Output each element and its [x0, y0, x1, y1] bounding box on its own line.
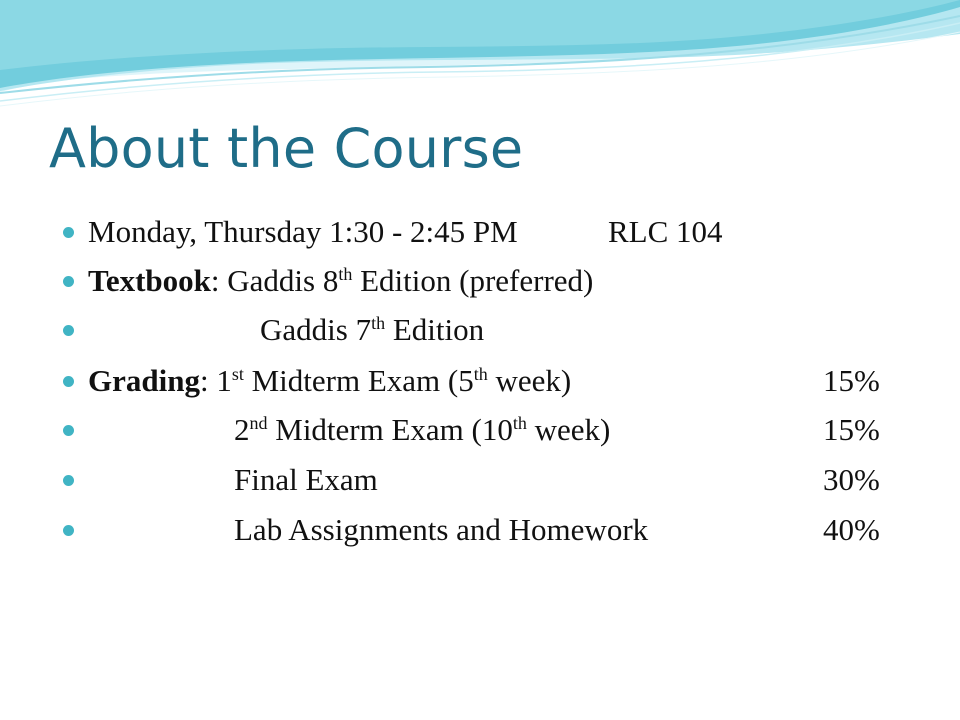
textbook-secondary-prefix: Gaddis 7	[260, 312, 372, 347]
bullet-icon	[63, 425, 74, 436]
page-title: About the Course	[49, 117, 524, 180]
second-midterm-week-superscript: th	[512, 413, 527, 433]
bullet-icon	[63, 525, 74, 536]
textbook-colon: :	[210, 263, 220, 298]
list-item-schedule	[63, 214, 923, 250]
lab-homework-label: Lab Assignments and Homework	[234, 512, 649, 547]
first-midterm-middle: Midterm Exam (5	[243, 363, 474, 398]
list-item-lab-homework	[63, 512, 923, 548]
list-item-textbook-primary	[63, 263, 923, 299]
first-midterm-percent: 15%	[823, 363, 880, 398]
textbook-secondary-superscript: th	[371, 313, 386, 333]
second-midterm-percent: 15%	[823, 412, 880, 447]
first-midterm-superscript: st	[231, 364, 244, 384]
textbook-secondary-suffix: Edition	[385, 312, 485, 347]
list-item-textbook-secondary	[63, 312, 923, 348]
list-item-grading-second-midterm	[63, 412, 923, 448]
first-midterm-number: 1	[216, 363, 232, 398]
grading-second-midterm-text	[234, 412, 610, 448]
second-midterm-middle: Midterm Exam (10	[267, 412, 513, 447]
grading-colon: :	[199, 363, 209, 398]
bullet-icon	[63, 276, 74, 287]
list-item-final-exam	[63, 462, 923, 498]
second-midterm-suffix: week)	[526, 412, 611, 447]
grading-label: Grading	[88, 363, 200, 398]
final-exam-label: Final Exam	[234, 462, 378, 497]
textbook-primary-superscript: th	[338, 264, 353, 284]
schedule-text: Monday, Thursday 1:30 - 2:45 PM	[88, 214, 518, 249]
bullet-icon	[63, 376, 74, 387]
bullet-icon	[63, 325, 74, 336]
textbook-label: Textbook	[88, 263, 211, 298]
first-midterm-suffix: week)	[487, 363, 572, 398]
lab-homework-percent: 40%	[823, 512, 880, 547]
room-text: RLC 104	[608, 214, 723, 249]
second-midterm-superscript: nd	[249, 413, 268, 433]
textbook-primary-prefix: Gaddis 8	[227, 263, 339, 298]
textbook-primary-text	[88, 263, 593, 299]
bullet-icon	[63, 475, 74, 486]
textbook-secondary-text	[260, 312, 484, 348]
final-exam-percent: 30%	[823, 462, 880, 497]
list-item-grading-first-midterm	[63, 363, 923, 399]
textbook-primary-suffix: Edition (preferred)	[352, 263, 594, 298]
second-midterm-number: 2	[234, 412, 250, 447]
first-midterm-week-superscript: th	[473, 364, 488, 384]
grading-first-midterm-text	[88, 363, 571, 399]
bullet-icon	[63, 227, 74, 238]
